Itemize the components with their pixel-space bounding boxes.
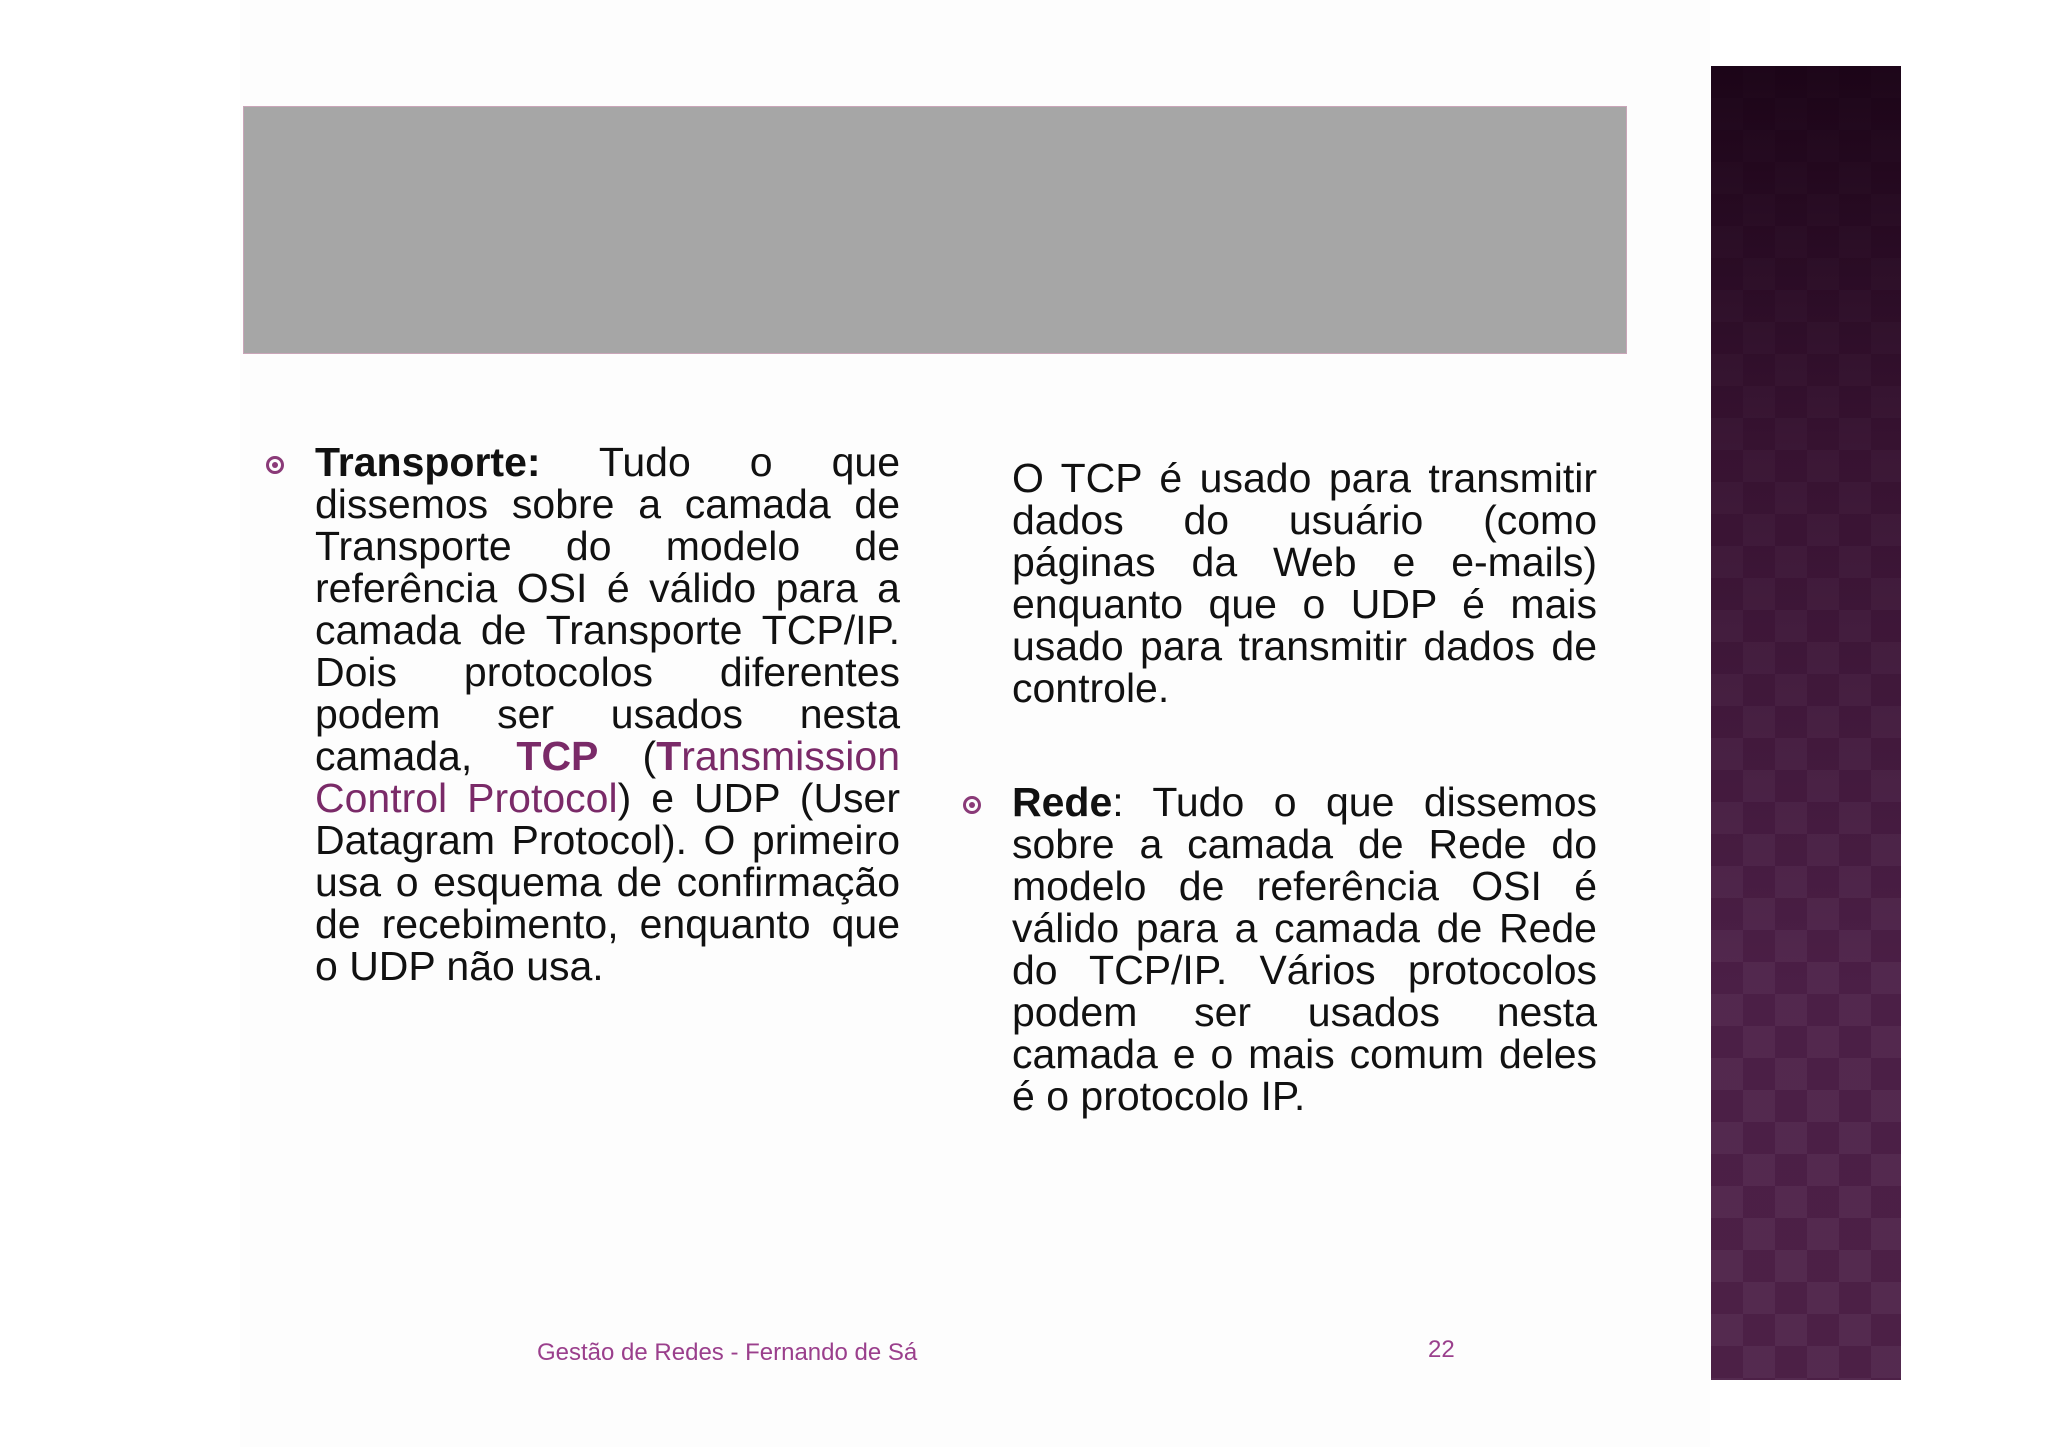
page-number: 22 [1428,1336,1455,1363]
tcp-expansion: ransmission Control Protocol [315,733,900,821]
network-heading: Rede [1012,779,1113,825]
bullet-icon [963,796,981,814]
title-placeholder [243,106,1627,354]
bullet-icon [266,456,284,474]
tcp-initial-letter: T [656,733,682,779]
transport-paragraph [315,441,900,987]
network-text: : Tudo o que dissemos sobre a camada de Rede do modelo de referência OSI é válido para a camada de Rede do TCP/IP. Vários protocolos podem ser usados nesta camada e o mais comum deles é o protocolo IP. [1012,779,1597,1119]
paren-open: ( [598,733,657,779]
decorative-side-strip [1711,66,1901,1380]
transport-heading: Transporte: [315,439,541,485]
tcp-term: TCP [516,733,599,779]
transport-text-2: ) e UDP (User Datagram Protocol). O primeiro usa o esquema de confirmação de recebimento, enquanto que o UDP não usa. [315,775,901,989]
network-paragraph [1012,781,1597,1117]
footer-author: Gestão de Redes - Fernando de Sá [537,1339,918,1366]
tcp-usage-paragraph: O TCP é usado para transmitir dados do usuário (como páginas da Web e e-mails) enquanto que o UDP é mais usado para transmitir dados de controle. [1012,455,1597,711]
transport-text-1: Tudo o que dissemos sobre a camada de Transporte do modelo de referência OSI é válido para a camada de Transporte TCP/IP. Dois protocolos diferentes podem ser usados nesta camada, [315,439,900,779]
